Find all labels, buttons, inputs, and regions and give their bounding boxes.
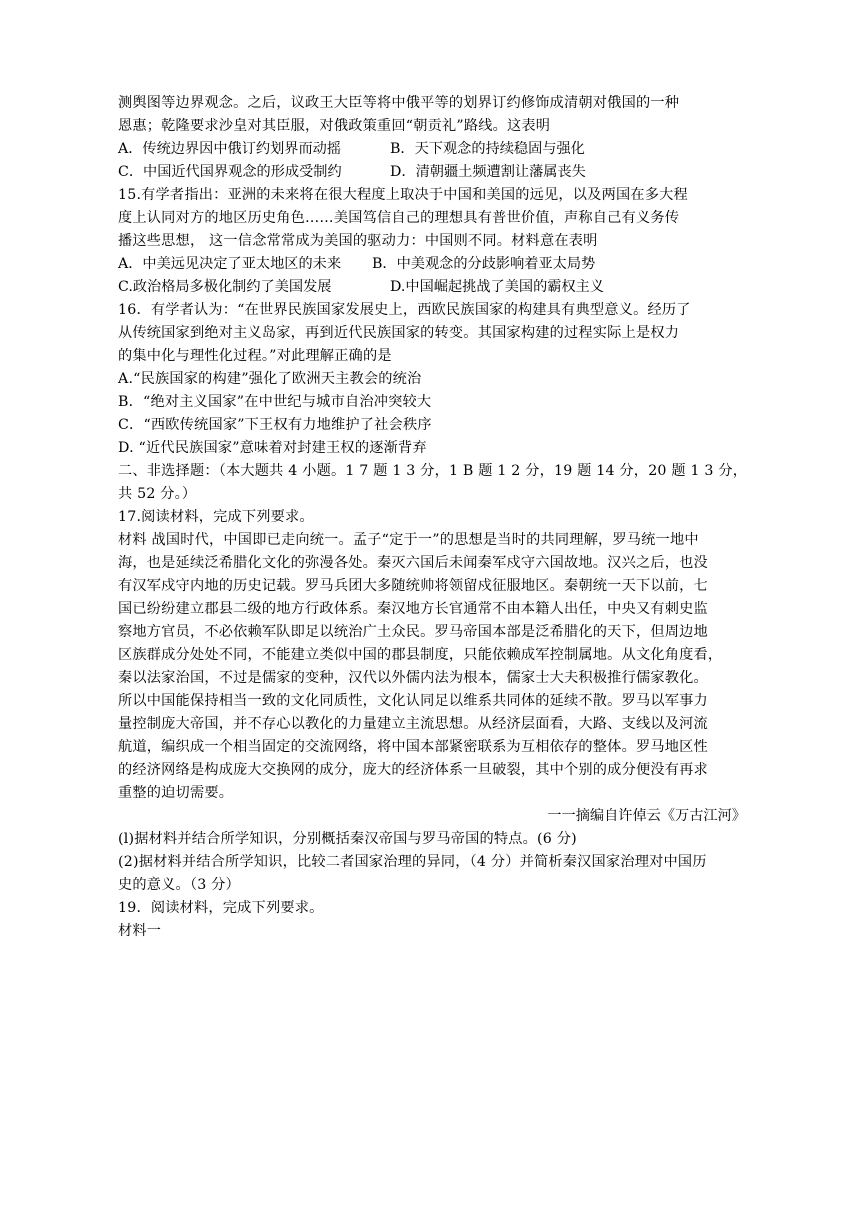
q15-option-a: A．中美远见决定了亚太地区的未来 [118, 256, 342, 272]
q16-option-a: A.“民族国家的构建”强化了欧洲天主教会的统治 [118, 371, 422, 387]
q19-material-label: 材料一 [118, 923, 162, 939]
q17-question-2-cont: 史的意义。（3 分） [118, 877, 240, 893]
q16-option-c: C．“西欧传统国家”下王权有力地维护了社会秩序 [118, 417, 432, 433]
q15-option-d: D.中国崛起挑战了美国的霸权主义 [390, 279, 605, 295]
q17-material-line: 区族群成分处处不同，不能建立类似中国的郡县制度，只能依赖成军控制属地。从文化角度看， [118, 647, 723, 663]
q15-line-2: 度上认同对方的地区历史角色……美国笃信自己的理想具有普世价值，声称自己有义务传 [118, 210, 680, 226]
q15-line-1: 15.有学者指出：亚洲的未来将在很大程度上取决于中国和美国的远见，以及两国在多大程 [118, 187, 688, 203]
q15-line-3: 播这些思想， 这一信念常常成为美国的驱动力：中国则不同。材料意在表明 [118, 233, 598, 249]
q17-material-line: 重整的迫切需要。 [118, 785, 234, 801]
q17-material-line: 海，也是延续泛希腊化文化的弥漫各处。秦灭六国后未闻秦军戍守六国故地。汉兴之后，也没 [118, 555, 708, 571]
q17-source-citation: 一一摘编自许倬云《万古江河》 [547, 808, 746, 824]
q16-line-3: 的集中化与理性化过程。”对此理解正确的是 [118, 348, 392, 364]
q14-option-b: B．天下观念的持续稳固与强化 [390, 141, 585, 157]
q17-material-line: 的经济网络是构成庞大交换网的成分，庞大的经济体系一旦破裂，其中个别的成分便没有再求 [118, 762, 708, 778]
q15-option-c: C.政治格局多极化制约了美国发展 [118, 279, 332, 295]
q15-option-b: B．中美观念的分歧影响着亚太局势 [372, 256, 596, 272]
q17-material-line: 国已纷纷建立郡县二级的地方行政体系。秦汉地方长官通常不由本籍人出任，中央又有刺史监 [118, 601, 708, 617]
q14-option-row [118, 161, 586, 183]
q16-line-2: 从传统国家到绝对主义岛家，再到近代民族国家的转变。其国家构建的过程实际上是权力 [118, 325, 680, 341]
q17-question-2: (2)据材料并结合所学知识，比较二者国家治理的异同，（4 分）并简析秦汉国家治理对中国历 [118, 854, 707, 870]
q14-option-c: C．中国近代国界观念的形成受制约 [118, 164, 342, 180]
q14-option-d: D．清朝疆土频遭割让藩属丧失 [390, 164, 586, 180]
q16-option-d: D. “近代民族国家”意味着对封建王权的逐渐背弃 [118, 440, 427, 456]
q15-option-row [118, 276, 605, 298]
q14-option-a: A．传统边界因中俄订约划界而动摇 [118, 141, 342, 157]
q17-title: 17.阅读材料，完成下列要求。 [118, 509, 314, 525]
section-2-heading: 二、非选择题：（本大题共 4 小题。1 7 题 1 3 分，1 B 题 1 2 分，19 题 14 分，20 题 1 3 分， [118, 463, 748, 479]
q14-line-1: 测舆图等边界观念。之后，议政王大臣等将中俄平等的划界订约修饰成清朝对俄国的一种 [118, 95, 680, 111]
q16-option-b: B．“绝对主义国家”在中世纪与城市自治冲突较大 [118, 394, 432, 410]
q19-title: 19．阅读材料，完成下列要求。 [118, 900, 324, 916]
q17-material-line: 材料 战国时代，中国即已走向统一。孟子“定于一”的思想是当时的共同理解，罗马统一地中 [118, 532, 699, 548]
q17-material-line: 量控制庞大帝国，并不存心以教化的力量建立主流思想。从经济层面看，大路、支线以及河流 [118, 716, 708, 732]
q16-line-1: 16．有学者认为：“在世界民族国家发展史上，西欧民族国家的构建具有典型意义。经历了 [118, 302, 691, 318]
q14-line-2: 恩惠；乾隆要求沙皇对其臣服，对俄政策重回“朝贡礼”路线。这表明 [118, 118, 551, 134]
section-2-heading-cont: 共 52 分。） [118, 486, 197, 502]
q14-option-row [118, 138, 585, 160]
q17-material-line: 航道，编织成一个相当固定的交流网络，将中国本部紧密联系为互相依存的整体。罗马地区性 [118, 739, 708, 755]
q17-material-line: 秦以法家治国，不过是儒家的变种，汉代以外儒内法为根本，儒家士大夫积极推行儒家教化。 [118, 670, 708, 686]
q17-material-line: 所以中国能保持相当一致的文化同质性，文化认同足以维系共同体的延续不散。罗马以军事力 [118, 693, 708, 709]
q17-material-line: 察地方官员，不必依赖军队即足以统治广土众民。罗马帝国本部是泛希腊化的天下，但周边地 [118, 624, 708, 640]
q17-question-1: (l)据材料并结合所学知识，分别概括秦汉帝国与罗马帝国的特点。(6 分) [118, 831, 577, 847]
q15-option-row [118, 253, 596, 275]
q17-material-line: 有汉军戍守内地的历史记载。罗马兵团大多随统帅将领留戍征服地区。秦朝统一天下以前，七 [118, 578, 708, 594]
